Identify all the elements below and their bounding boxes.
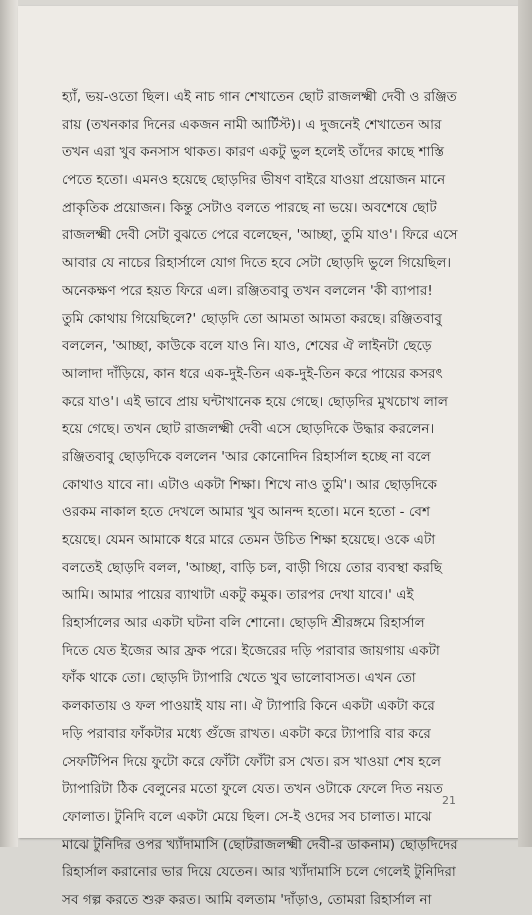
text-line: আবার যে নাচের রিহার্সালে যোগ দিতে হবে সেটা ছোড়দি ভুলে গিয়েছিল। [62, 256, 452, 272]
text-line: ফোলাত। টুনিদি বলে একটা মেয়ে ছিল। সে-ই ওদের সব চালাত। মাঝে [62, 809, 432, 825]
text-line: রিহার্সাল করানোর ভার দিয়ে যেতেন। আর খ্যাঁদামাসি চলে গেলেই টুনিদিরা [62, 865, 456, 881]
text-line: রিহার্সালের আর একটা ঘটনা বলি শোনো। ছোড়দি শ্রীরঙ্গমে রিহার্সাল [62, 616, 425, 632]
text-line: কলকাতায় ও ফল পাওয়াই যায় না। ঐ ট্যাপারি কিনে একটা একটা করে [62, 699, 435, 715]
text-line: রঞ্জিতবাবু ছোড়দিকে বললেন 'আর কোনোদিন রিহার্সাল হচ্ছে না বলে [62, 449, 431, 465]
text-line: দিতে যেত ইজের আর ফ্রক পরে। ইজেরের দড়ি পরাবার জায়গায় একটা [62, 643, 440, 659]
text-line: আমি। আমার পায়ের ব্যাথাটা একটু কমুক। তারপর দেখা যাবে।' এই [62, 588, 414, 604]
text-line: মাঝে টুনিদির ওপর খ্যাঁদামাসি (ছোটরাজলক্ষ্মী দেবী-র ডাকনাম) ছোড়দিদের [62, 837, 458, 853]
text-line: তুমি কোথায় গিয়েছিলে?' ছোড়দি তো আমতা আমতা করছে। রঞ্জিতবাবু [62, 311, 442, 327]
body-text [62, 84, 482, 915]
text-line: করে যাও'। এই ভাবে প্রায় ঘন্টাখানেক হয়ে গেছে। ছোড়দির মুখচোখ লাল [62, 394, 448, 410]
text-line: তখন এরা খুব কনসাস থাকত। কারণ একটু ভুল হলেই তাঁদের কাছে শাস্তি [62, 145, 445, 161]
text-line: হয়েছে। যেমন আমাকে ধরে মারে তেমন উচিত শিক্ষা হয়েছে। ওকে এটা [62, 533, 436, 548]
text-line: হয়ে গেছে। তখন ছোট রাজলক্ষ্মী দেবী এসে ছোড়দিকে উদ্ধার করলেন। [62, 422, 435, 438]
text-line: পেতে হতো। এমনও হয়েছে ছোড়দির ভীষণ বাইরে যাওয়া প্রয়োজন মানে [62, 173, 446, 189]
text-line: আলাদা দাঁড়িয়ে, কান ধরে এক-দুই-তিন এক-দুই-তিন করে পায়ের কসরৎ [62, 366, 443, 382]
book-spine [0, 0, 18, 847]
text-line: বললেন, 'আচ্ছা, কাউকে বলে যাও নি। যাও, শেষের ঐ লাইনটা ছেড়ে [62, 339, 432, 355]
text-line: হ্যাঁ, ভয়-ওতো ছিল। এই নাচ গান শেখাতেন ছোট রাজলক্ষ্মী দেবী ও রঞ্জিত [62, 90, 457, 105]
text-line: ওরকম নাকাল হতে দেখলে আমার খুব আনন্দ হতো। মনে হতো - বেশ [62, 505, 430, 521]
page-edge [518, 0, 532, 847]
text-line: সেফটিপিন দিয়ে ফুটো করে ফোঁটা ফোঁটা রস খেত। রস খাওয়া শেষ হলে [62, 754, 442, 770]
text-line: ফাঁক থাকে তো। ছোড়দি ট্যাপারি খেতে খুব ভালোবাসত। এখন তো [62, 671, 416, 687]
text-line: রায় (তখনকার দিনের একজন নামী আর্টিস্ট)। এ দুজনেই শেখাতেন আর [62, 117, 442, 133]
text-line: বলতেই ছোড়দি বলল, 'আচ্ছা, বাড়ি চল, বাড়ী গিয়ে তোর ব্যবস্থা করছি [62, 560, 442, 576]
book-page [18, 6, 518, 908]
text-line: কোথাও যাবে না। এটাও একটা শিক্ষা। শিখে নাও তুমি'। আর ছোড়দিকে [62, 477, 438, 493]
text-line: প্রাকৃতিক প্রয়োজন। কিন্তু সেটাও বলতে পারছে না ভয়ে। অবশেষে ছোট [62, 200, 437, 216]
text-line: অনেকক্ষণ পরে হয়ত ফিরে এল। রঞ্জিতবাবু তখন বললেন 'কী ব্যাপার! [62, 283, 433, 299]
text-line: ট্যাপারিটা ঠিক বেলুনের মতো ফুলে যেত। তখন ওটাকে ফেলে দিত নয়ত [62, 782, 443, 798]
page-number: 21 [442, 794, 456, 807]
text-line: সব গল্প করতে শুরু করত। আমি বলতাম 'দাঁড়াও, তোমরা রিহার্সাল না [62, 892, 432, 908]
text-line: রাজলক্ষ্মী দেবী সেটা বুঝতে পেরে বলেছেন, 'আচ্ছা, তুমি যাও'। ফিরে এসে [62, 228, 458, 244]
text-line: দড়ি পরাবার ফাঁকটার মধ্যে গুঁজে রাখত। একটা করে ট্যাপারি বার করে [62, 726, 431, 742]
